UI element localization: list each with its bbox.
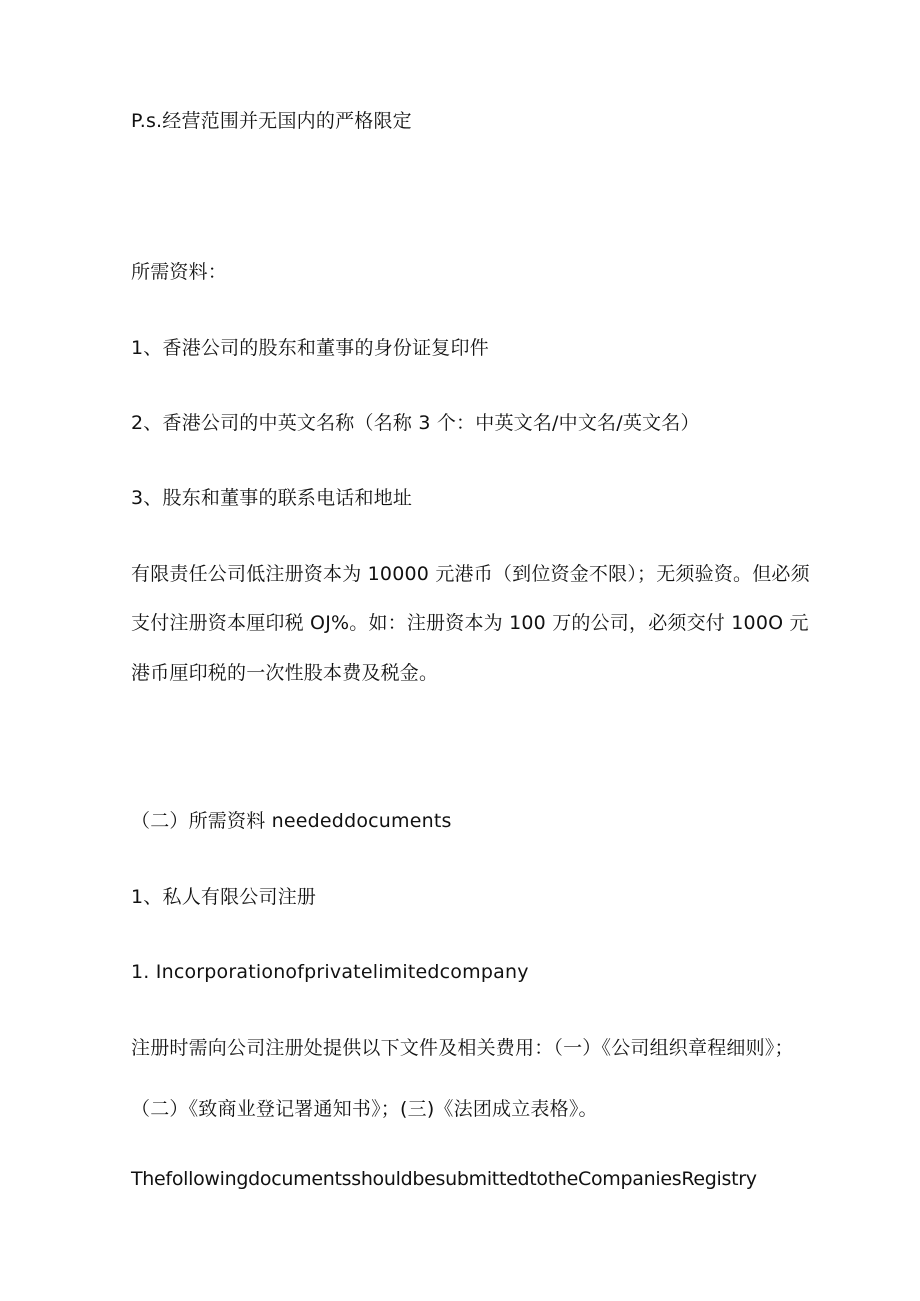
english-paragraph-line: ThefollowingdocumentsshouldbesubmittedtotheCompaniesRegistry — [131, 1168, 757, 1190]
section-title: （二）所需资料 neededdocuments — [131, 810, 452, 832]
required-item: 3、股东和董事的联系电话和地址 — [131, 487, 413, 509]
required-item: 2、香港公司的中英文名称（名称 3 个：中英文名/中文名/英文名） — [131, 412, 700, 434]
registration-paragraph-line: 注册时需向公司注册处提供以下文件及相关费用：（一）《公司组织章程细则》； — [131, 1037, 794, 1059]
capital-paragraph-line: 有限责任公司低注册资本为 10000 元港币（到位资金不限）；无须验资。但必须 — [131, 563, 810, 585]
capital-paragraph-line: 支付注册资本厘印税 OJ%。如：注册资本为 100 万的公司，必须交付 100O 元 — [131, 612, 809, 634]
required-heading: 所需资料： — [131, 261, 228, 283]
required-item: 1、香港公司的股东和董事的身份证复印件 — [131, 337, 489, 359]
scope-note: P.s.经营范围并无国内的严格限定 — [131, 110, 412, 132]
capital-paragraph-line: 港币厘印税的一次性股本费及税金。 — [131, 662, 439, 684]
item-en: 1. Incorporationofprivatelimitedcompany — [131, 961, 529, 983]
item-cn: 1、私人有限公司注册 — [131, 886, 317, 908]
registration-paragraph-line: （二）《致商业登记署通知书》；(三)《法团成立表格》。 — [131, 1098, 598, 1120]
